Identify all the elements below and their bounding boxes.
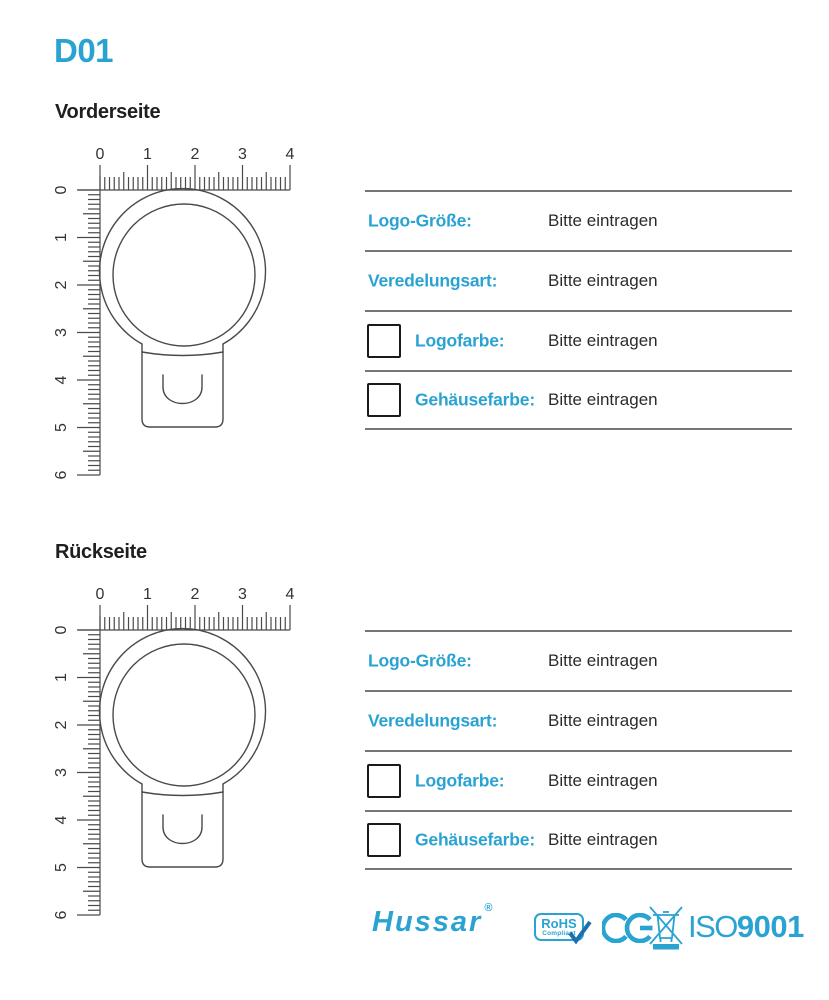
svg-text:3: 3 — [53, 328, 70, 337]
rohs-compliant-label: Compliant — [542, 930, 576, 937]
field-label: Logo-Größe: — [368, 210, 472, 231]
svg-text:3: 3 — [53, 768, 70, 777]
ruler-figure-front-svg — [50, 143, 298, 481]
field-label: Logo-Größe: — [368, 650, 472, 671]
svg-text:3: 3 — [238, 586, 247, 603]
field-value[interactable]: Bitte eintragen — [548, 271, 658, 290]
logofarbe-checkbox[interactable] — [367, 764, 401, 798]
field-label: Logofarbe: — [415, 330, 505, 351]
svg-text:1: 1 — [143, 586, 152, 603]
section-heading-back: Rückseite — [55, 541, 147, 563]
ruler — [53, 586, 295, 919]
form-row — [365, 750, 792, 810]
svg-text:4: 4 — [53, 375, 70, 385]
form-row — [365, 630, 792, 690]
svg-text:2: 2 — [53, 280, 70, 290]
field-value[interactable]: Bitte eintragen — [548, 830, 658, 849]
section-heading-front: Vorderseite — [55, 101, 161, 123]
gehaeusefarbe-checkbox[interactable] — [367, 383, 401, 417]
iso-prefix: ISO — [688, 909, 737, 944]
svg-text:4: 4 — [285, 586, 295, 603]
form-row — [365, 690, 792, 750]
field-label: Veredelungsart: — [368, 710, 498, 731]
weee-icon — [648, 904, 684, 955]
gehaeusefarbe-checkbox[interactable] — [367, 823, 401, 857]
svg-text:2: 2 — [190, 146, 200, 163]
field-value[interactable]: Bitte eintragen — [548, 771, 658, 790]
form-row — [365, 250, 792, 310]
svg-text:6: 6 — [53, 470, 70, 480]
field-label: Veredelungsart: — [368, 270, 498, 291]
svg-text:1: 1 — [53, 233, 70, 242]
svg-text:2: 2 — [53, 720, 70, 730]
iso-number: 9001 — [736, 909, 804, 944]
figure-back — [50, 583, 298, 921]
field-value[interactable]: Bitte eintragen — [548, 651, 658, 670]
svg-text:0: 0 — [95, 146, 105, 163]
svg-text:1: 1 — [143, 146, 152, 163]
form-row — [365, 190, 792, 250]
form-back — [365, 630, 792, 870]
svg-text:5: 5 — [53, 863, 70, 872]
svg-text:0: 0 — [53, 185, 70, 195]
rohs-badge — [534, 913, 584, 941]
field-label: Gehäusefarbe: — [415, 829, 535, 850]
svg-text:3: 3 — [238, 146, 247, 163]
svg-text:5: 5 — [53, 423, 70, 432]
figure-front — [50, 143, 298, 481]
svg-text:1: 1 — [53, 673, 70, 682]
field-value[interactable]: Bitte eintragen — [548, 711, 658, 730]
logofarbe-checkbox[interactable] — [367, 324, 401, 358]
field-value[interactable]: Bitte eintragen — [548, 211, 658, 230]
field-label: Logofarbe: — [415, 770, 505, 791]
checkmark-icon — [567, 919, 593, 945]
form-row — [365, 370, 792, 430]
form-row — [365, 810, 792, 870]
rohs-label: RoHS — [541, 916, 577, 931]
form-front — [365, 190, 792, 430]
product-drawing — [100, 189, 266, 427]
ruler-figure-back-svg — [50, 583, 298, 921]
svg-text:4: 4 — [53, 815, 70, 825]
ruler — [53, 146, 295, 479]
svg-text:6: 6 — [53, 910, 70, 920]
svg-text:4: 4 — [285, 146, 295, 163]
registered-icon: ® — [484, 902, 493, 914]
field-label: Gehäusefarbe: — [415, 389, 535, 410]
page-title: D01 — [54, 32, 114, 69]
svg-text:2: 2 — [190, 586, 200, 603]
svg-text:0: 0 — [53, 625, 70, 635]
iso9001-logo — [688, 909, 804, 945]
brand-name: Hussar — [372, 906, 483, 938]
field-value[interactable]: Bitte eintragen — [548, 331, 658, 350]
svg-text:0: 0 — [95, 586, 105, 603]
form-row — [365, 310, 792, 370]
product-drawing — [100, 629, 266, 867]
field-value[interactable]: Bitte eintragen — [548, 390, 658, 409]
hussar-logo — [372, 902, 493, 939]
